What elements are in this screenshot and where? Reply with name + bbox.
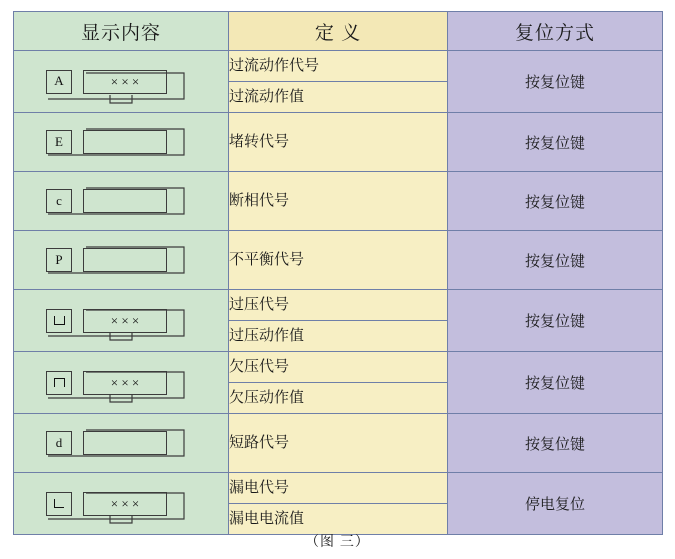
reset-cell: 按复位键 [448,352,663,414]
display-graphic-8 [14,475,228,533]
display-graphic-7 [14,414,228,472]
code-letter: c [56,192,62,208]
display-cell-2 [14,113,229,172]
reset-cell: 停电复位 [448,473,663,535]
code-letter-box [46,309,72,333]
table-body [14,51,663,535]
value-digits: × × × [110,74,140,89]
table-row [14,290,663,321]
definition-cell: 漏电电流值 [229,504,448,535]
value-box [83,309,167,333]
header-reset: 复位方式 [448,12,663,51]
value-digits: × × × [110,496,140,511]
definition-cell: 断相代号 [229,172,448,231]
reset-cell: 按复位键 [448,172,663,231]
table-row [14,473,663,504]
value-box [83,189,167,213]
value-box [83,248,167,272]
table-row [14,414,663,473]
definition-cell: 过压动作值 [229,321,448,352]
value-box [83,431,167,455]
definition-cell: 漏电代号 [229,473,448,504]
value-digits: × × × [110,313,140,328]
code-letter-box [46,248,72,272]
definition-cell: 不平衡代号 [229,231,448,290]
display-cell-1 [14,51,229,113]
code-letter-box [46,492,72,516]
code-letter: E [55,133,63,149]
definition-cell: 过压代号 [229,290,448,321]
display-cell-5 [14,290,229,352]
definition-cell: 过流动作代号 [229,51,448,82]
display-cell-7 [14,414,229,473]
code-letter-box [46,189,72,213]
value-box [83,371,167,395]
reset-cell: 按复位键 [448,113,663,172]
table-header-row [14,12,663,51]
code-letter: A [54,73,64,88]
figure-caption: （图 三） [305,533,370,549]
display-cell-6 [14,352,229,414]
code-letter-box [46,130,72,154]
reset-cell: 按复位键 [448,290,663,352]
table-row [14,172,663,231]
n-shape-icon [53,377,65,388]
display-graphic-3 [14,172,228,230]
definition-cell: 欠压代号 [229,352,448,383]
display-cell-8 [14,473,229,535]
display-graphic-5 [14,292,228,350]
value-digits: × × × [110,375,140,390]
definition-cell: 堵转代号 [229,113,448,172]
display-graphic-4 [14,231,228,289]
table-row [14,113,663,172]
definition-cell: 过流动作值 [229,82,448,113]
table-row [14,51,663,82]
header-display: 显示内容 [14,12,229,51]
display-code-table [13,11,663,535]
definition-cell: 欠压动作值 [229,383,448,414]
display-graphic-2 [14,113,228,171]
value-box [83,70,167,94]
display-cell-4 [14,231,229,290]
table-row [14,231,663,290]
display-graphic-1 [14,53,228,111]
display-graphic-6 [14,354,228,412]
value-box [83,492,167,516]
header-definition: 定 义 [229,12,448,51]
code-letter: P [55,251,63,267]
code-letter-box [46,371,72,395]
code-letter-box [46,70,72,94]
display-cell-3 [14,172,229,231]
value-box [83,130,167,154]
reset-cell: 按复位键 [448,414,663,473]
l-shape-icon [53,498,65,509]
table-row [14,352,663,383]
figure-sheet [13,11,662,535]
definition-cell: 短路代号 [229,414,448,473]
code-letter-box [46,431,72,455]
reset-cell: 按复位键 [448,231,663,290]
code-letter: d [55,434,63,450]
u-shape-icon [53,315,65,326]
reset-cell: 按复位键 [448,51,663,113]
